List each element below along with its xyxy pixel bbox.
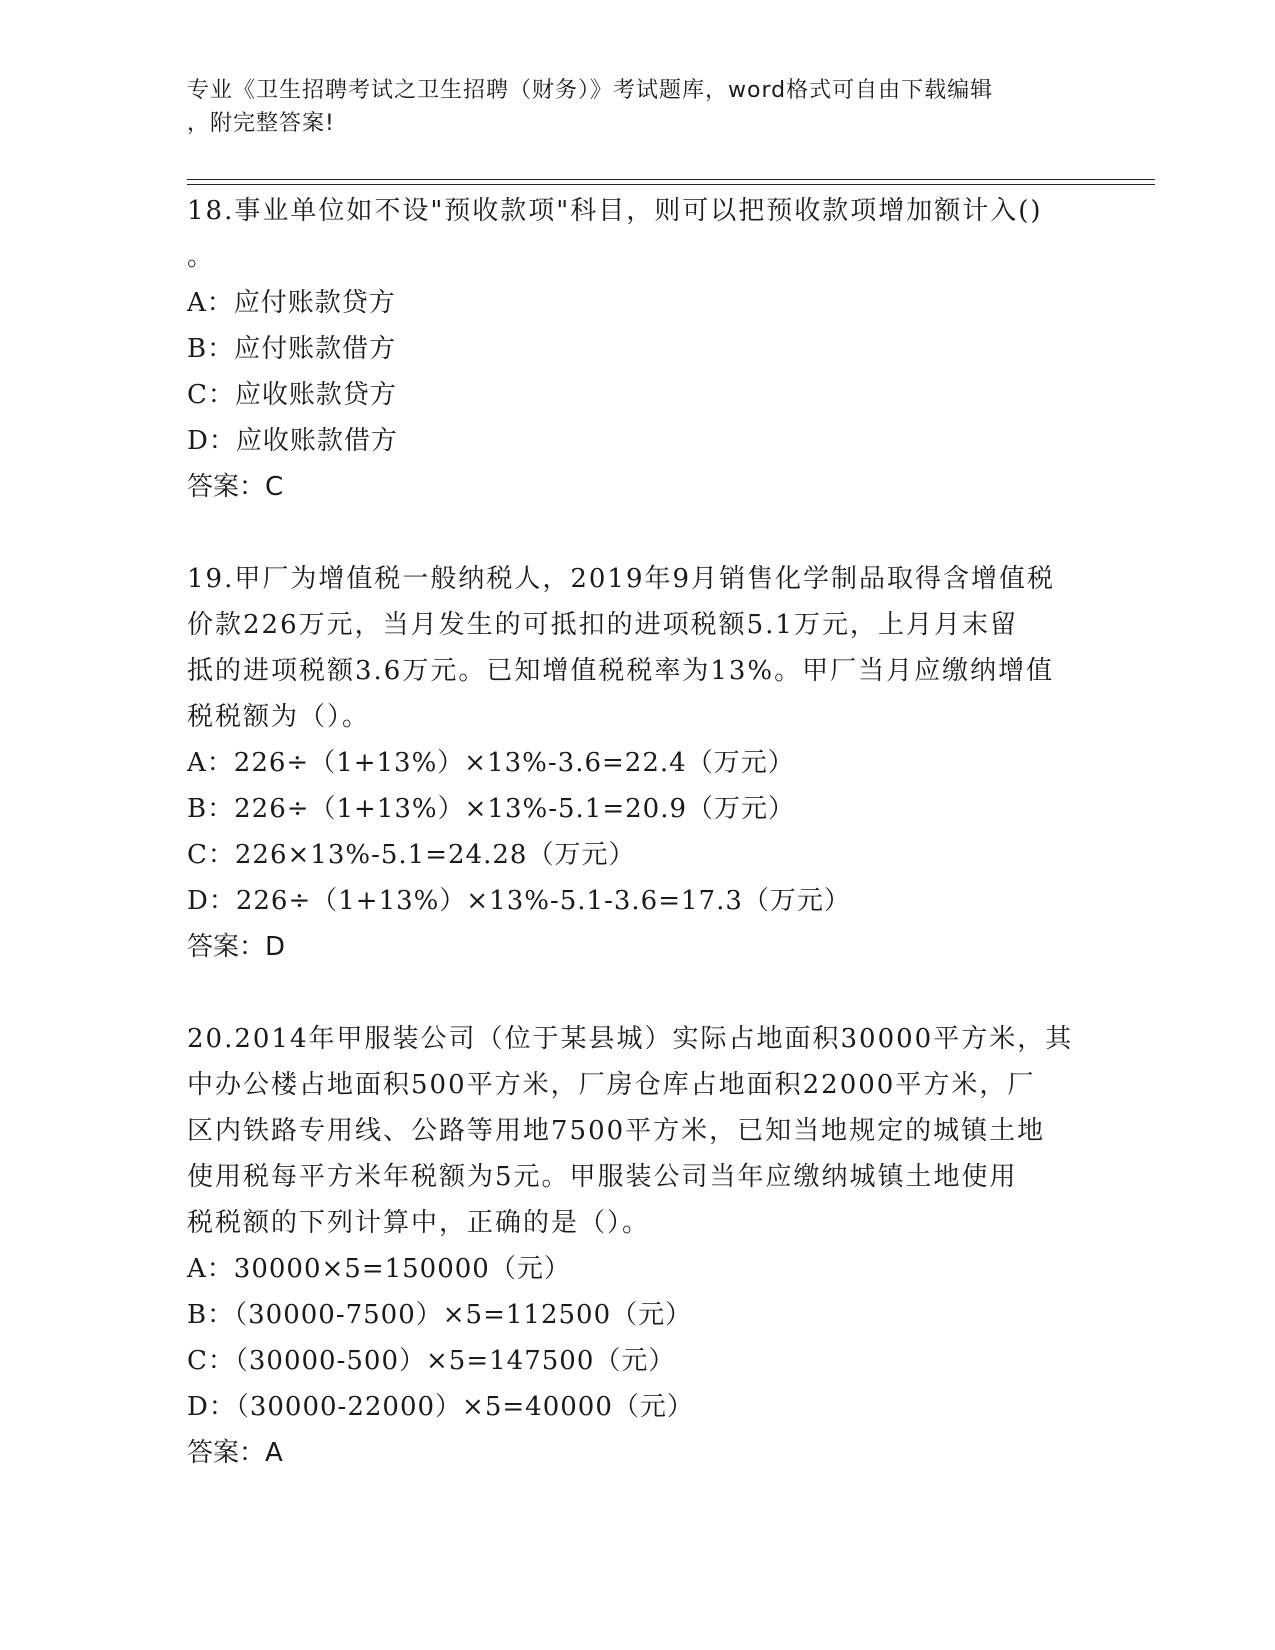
option-d: D：（30000-22000）×5=40000（元）: [187, 1392, 694, 1422]
document-header: [187, 74, 1087, 140]
header-divider-top: [187, 179, 1155, 180]
option-a: A：226÷（1+13%）×13%-3.6=22.4（万元）: [187, 748, 795, 778]
header-divider-bottom: [187, 184, 1155, 185]
question-text-line: 18.事业单位如不设"预收款项"科目，则可以把预收款项增加额计入(): [187, 196, 1043, 226]
question-text-line: 。: [187, 242, 216, 272]
option-a: A：30000×5=150000（元）: [187, 1254, 571, 1284]
answer-label: 答案：D: [187, 932, 286, 962]
question-19: [187, 556, 1087, 970]
option-b: B：（30000-7500）×5=112500（元）: [187, 1300, 693, 1330]
option-d: D：应收账款借方: [187, 426, 398, 456]
option-a: A：应付账款贷方: [187, 288, 396, 318]
question-text-line: 使用税每平方米年税额为5元。甲服装公司当年应缴纳城镇土地使用: [187, 1162, 1018, 1192]
header-line-1: 专业《卫生招聘考试之卫生招聘（财务）》考试题库，word格式可自由下载编辑: [187, 78, 994, 103]
question-text-line: 19.甲厂为增值税一般纳税人，2019年9月销售化学制品取得含增值税: [187, 564, 1056, 594]
option-b: B：226÷（1+13%）×13%-5.1=20.9（万元）: [187, 794, 796, 824]
question-text-line: 价款226万元，当月发生的可抵扣的进项税额5.1万元，上月月末留: [187, 610, 1018, 640]
option-c: C：226×13%-5.1=24.28（万元）: [187, 840, 636, 870]
question-text-line: 抵的进项税额3.6万元。已知增值税税率为13%。甲厂当月应缴纳增值: [187, 656, 1055, 686]
question-text-line: 中办公楼占地面积500平方米，厂房仓库占地面积22000平方米，厂: [187, 1070, 1036, 1100]
question-text-line: 20.2014年甲服装公司（位于某县城）实际占地面积30000平方米，其: [187, 1024, 1074, 1054]
question-20: [187, 1016, 1087, 1476]
question-text-line: 区内铁路专用线、公路等用地7500平方米，已知当地规定的城镇土地: [187, 1116, 1046, 1146]
question-text-line: 税税额为（）。: [187, 702, 371, 732]
question-18: [187, 188, 1087, 510]
option-b: B：应付账款借方: [187, 334, 397, 364]
option-c: C：（30000-500）×5=147500（元）: [187, 1346, 676, 1376]
header-line-2: ，附完整答案!: [187, 111, 335, 136]
option-c: C：应收账款贷方: [187, 380, 397, 410]
answer-label: 答案：A: [187, 1438, 283, 1468]
answer-label: 答案：C: [187, 472, 284, 502]
question-text-line: 税税额的下列计算中，正确的是（）。: [187, 1208, 651, 1238]
option-d: D：226÷（1+13%）×13%-5.1-3.6=17.3（万元）: [187, 886, 851, 916]
